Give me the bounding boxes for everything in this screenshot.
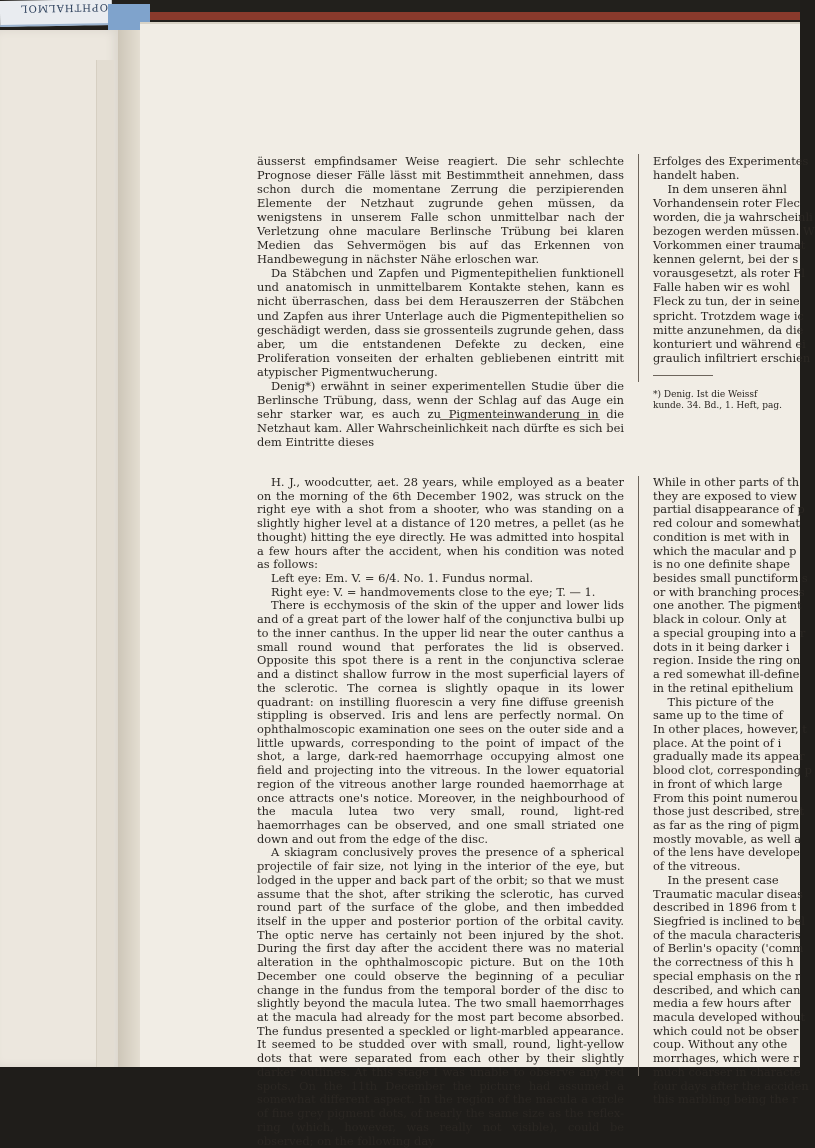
text-line: or with branching process (653, 584, 805, 599)
text-line: this marbling being the r (653, 1092, 798, 1107)
text-line: spricht. Trotzdem wage ic (653, 308, 804, 323)
text-line: described in 1896 from t (653, 900, 797, 915)
text-line: which the macular and p (653, 543, 797, 558)
text-line: special emphasis on the r (653, 968, 801, 983)
text-line: blood clot, corresponding p (653, 763, 812, 778)
text-line: described, and which can (653, 982, 801, 997)
english-text-column (257, 476, 624, 1148)
footnote-line: kunde. 34. Bd., 1. Heft, pag. (653, 401, 783, 412)
spine-label (0, 0, 112, 27)
text-line: konturiert und während ei (653, 336, 806, 351)
text-line: much coarser in characte (653, 1064, 801, 1079)
right-column-lines (653, 154, 813, 365)
text-line: gradually made its appear (653, 749, 805, 764)
spine-label-text: OPHTHALMOL (19, 1, 108, 14)
text-line: besides small punctiform s (653, 571, 808, 586)
text-line: Fleck zu tun, der in seine (653, 294, 800, 309)
german-paragraph: Da Stäbchen und Zapfen und Pigmentepithelien funktionell und anatomisch in unmittelbarem Kontakte stehen, kann es nicht überraschen, dass bei dem Herauszerren der Stäbchen und Zapfen aus ihrer Unterlage auch die Pigmentepithelien so geschädigt werden, dass sie grossenteils zugrunde gehen, dass aber, um die entstandenen Defekte zu decken, eine Proliferation vonseiten der erhalten gebliebenen eintritt mit atypischer Pigmentwucherung. (257, 266, 624, 379)
column-rule-lower (638, 476, 639, 1076)
footnote-rule (653, 375, 713, 376)
text-line: This picture of the (653, 694, 774, 709)
text-line: In the present case (653, 872, 779, 887)
text-line: macula developed without (653, 1010, 806, 1025)
text-line: those just described, stret (653, 804, 804, 819)
text-line: in the retinal epithelium (653, 680, 794, 695)
english-text-right-column (653, 476, 813, 1107)
german-text-column (257, 154, 624, 449)
text-line: the correctness of this h (653, 955, 794, 970)
main-page (140, 22, 815, 1148)
text-line: place. At the point of i (653, 735, 782, 750)
text-line: region. Inside the ring on (653, 653, 801, 668)
text-line: as far as the ring of pigm (653, 817, 799, 832)
footnote-line: *) Denig. Ist die Weissf (653, 389, 758, 400)
text-line: condition is met with in (653, 529, 790, 544)
text-line: mostly movable, as well a (653, 831, 802, 846)
text-line: coup. Without any othe (653, 1037, 788, 1052)
leaf-stack (96, 60, 114, 1067)
text-line: Vorhandensein roter Flec (653, 196, 800, 211)
text-line: handelt haben. (653, 168, 740, 183)
text-line: worden, die ja wahrscheinli (653, 210, 813, 225)
text-line: black in colour. Only at (653, 612, 787, 627)
text-line: red colour and somewhat (653, 516, 800, 531)
text-line: Vorkommen einer traumat (653, 238, 806, 253)
text-line: In other places, however, t (653, 721, 807, 736)
german-paragraph: Denig*) erwähnt in seiner experimentellen Studie über die Berlinsche Trübung, dass, wenn der Schlag auf das Auge ein sehr starker war, es auch zu Pigmenteinwanderung in die Netzhaut kam. Aller Wahrscheinlichkeit nach dürfte es sich bei dem Eintritte dieses (257, 378, 624, 449)
footnote (653, 390, 813, 413)
visual-acuity-left: Left eye: Em. V. = 6/4. No. 1. Fundus normal. (271, 571, 534, 586)
text-line: of the vitreous. (653, 859, 741, 874)
text-line: Erfolges des Experimentes (653, 154, 809, 168)
text-line: In dem unseren ähnl (653, 182, 787, 197)
text-line: of the lens have develope (653, 845, 800, 860)
text-line: partial disappearance of p (653, 502, 805, 517)
red-page-rim (150, 12, 800, 20)
skiagram-paragraph: A skiagram conclusively proves the presence of a spherical projectile of fair size, not lying in the interior of the eye, but lodged in the upper and back part of the orbit; so that we must assume that the shot, after striking the sclerotic, has curved round part of the surface of the globe, and then imbedded itself in the upper and posterior portion of the orbital cavity. The optic nerve has certainly not been injured by the shot. During the first day after the accident there was no material alteration in the ophthalmoscopic picture. But on the 10th December one could observe the beginning of a peculiar change in the fundus from the temporal border of the disc to slightly beyond the macula lutea. The two small haemorrhages at the macula had already for the most part become absorbed. The fundus presented a speckled or light-marbled appearance. It seemed to be studded over with small, round, light-yellow dots that were separated from each other by their slightly darker outlines. At this stage I was unable to observe any red spots. On the 11th December the picture had assumed a somewhat different aspect. In the region of the macula a circle of fine grey pigment dots, of nearly the same size as the reflex-ring (which, however, was really not visible), could be observed; on the following day (257, 845, 624, 1148)
text-line: Siegfried is inclined to bel (653, 914, 805, 928)
text-line: is no one definite shape (653, 557, 791, 572)
text-line: media a few hours after (653, 996, 791, 1011)
case-intro-paragraph: H. J., woodcutter, aet. 28 years, while employed as a beater on the morning of the 6th December 1902, was struck on the right eye with a shot from a shooter, who was standing on a slightly higher level at a distance of 120 metres, a pellet (as he thought) hitting the eye directly. He was admitted into hospital a few hours after the accident, when his condition was noted as follows: (257, 475, 624, 572)
text-line: vorausgesetzt, als roter Fl (653, 266, 805, 281)
text-line: same up to the time of (653, 708, 783, 723)
text-line: dots in it being darker i (653, 639, 790, 654)
text-line: morrhages, which were r (653, 1051, 799, 1066)
section-separator (440, 419, 600, 420)
visual-acuity-right: Right eye: V. = handmovements close to the eye; T. — 1. (271, 584, 596, 599)
german-text-right-column (653, 154, 813, 413)
left-page-edge (0, 30, 120, 1067)
german-paragraph: äusserst empfindsamer Weise reagiert. Die sehr schlechte Prognose dieser Fälle lässt mit Bestimmtheit annehmen, dass schon durch die momentane Zerrung die perzipierenden Elemente der Netzhaut zugrunde gehen müssen, da wenigstens in unserem Falle schon unmittelbar nach der Verletzung ohne maculare Berlinsche Trübung bei klaren Medien das Sehvermögen bis auf das Erkennen von Handbewegung in nächster Nähe erloschen war. (257, 154, 624, 267)
text-line: a red somewhat ill-define (653, 667, 800, 682)
text-line: mitte anzunehmen, da die (653, 322, 804, 337)
text-line: kennen gelernt, bei der s (653, 252, 799, 267)
examination-paragraph: There is ecchymosis of the skin of the upper and lower lids and of a great part of the lower half of the conjunctiva bulbi up to the inner canthus. In the upper lid near the outer canthus a small round wound that perforates the lid is observed. Opposite this spot there is a rent in the conjunctiva sclerae and a distinct shallow furrow in the most superficial layers of the sclerotic. The cornea is slightly opaque in its lower quadrant: on instilling fluorescin a very fine diffuse greenish stippling is observed. Iris and lens are perfectly normal. On ophthalmoscopic examination one sees on the outer side and a little upwards, corresponding to the point of impact of the shot, a large, dark-red haemorrhage occupying almost one field and projecting into the vitreous. In the lower equatorial region of the vitreous another large rounded haemorrhage at once attracts one's notice. Moreover, in the neighbourhood of the macula lutea two very small, round, light-red haemorrhages can be observed, and one small striated one down and out from the edge of the disc. (257, 598, 624, 846)
text-line: From this point numerou (653, 790, 798, 805)
text-line: Traumatic macular diseas (653, 886, 803, 901)
text-line: a special grouping into a r (653, 625, 806, 640)
text-line: which could not be obser (653, 1023, 799, 1038)
text-line: of Berlin's opacity ('comm (653, 941, 804, 956)
text-line: they are exposed to view (653, 488, 797, 503)
text-line: four days after the acciden (653, 1078, 809, 1093)
text-line: in front of which large (653, 776, 783, 791)
text-line: Falle haben wir es wohl (653, 280, 790, 295)
text-line: one another. The pigment (653, 598, 802, 613)
text-line: graulich infiltriert erschien (653, 350, 811, 365)
column-rule-upper (638, 154, 639, 382)
text-line: of the macula characteris (653, 927, 801, 942)
text-line: bezogen werden müssen. W (653, 224, 815, 239)
text-line: While in other parts of th (653, 475, 800, 489)
